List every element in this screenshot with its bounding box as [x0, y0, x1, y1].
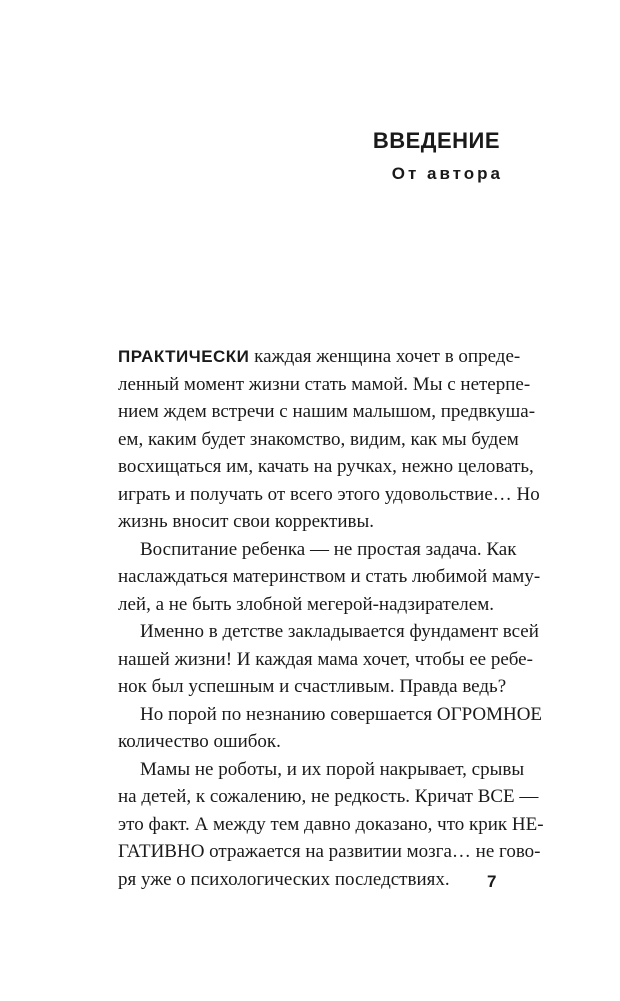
- text-line: на детей, к сожалению, не редкость. Кричат ВСЕ —: [118, 786, 539, 807]
- text-line: ря уже о психологических последствиях.: [118, 868, 450, 890]
- body-text: [118, 343, 544, 893]
- text-line: это факт. А между тем давно доказано, что крик НЕ-: [118, 813, 544, 835]
- text-line: количество ошибок.: [118, 731, 281, 752]
- text-line: нок был успешным и счастливым. Правда ведь?: [118, 676, 507, 697]
- text-line: Воспитание ребенка — не простая задача. Как: [140, 538, 517, 560]
- text-line: Мамы не роботы, и их порой накрывает, срывы: [140, 758, 525, 780]
- text-line: нием ждем встречи с нашим малышом, предвкуша-: [118, 401, 536, 422]
- text-line: нашей жизни! И каждая мама хочет, чтобы ее ребе-: [118, 648, 533, 670]
- text-line: ленный момент жизни стать мамой. Мы с нетерпе-: [118, 373, 531, 395]
- text-line: наслаждаться материнством и стать любимой маму-: [118, 566, 541, 587]
- text-line: ем, каким будет знакомство, видим, как мы будем: [118, 428, 519, 450]
- text-line: ГАТИВНО отражается на развитии мозга… не гово-: [118, 841, 541, 862]
- text-line: лей, а не быть злобной мегерой-надзирателем.: [118, 593, 494, 615]
- text-line: Но порой по незнанию совершается ОГРОМНОЕ: [140, 703, 543, 725]
- text-line: [118, 343, 521, 371]
- chapter-title: ВВЕДЕНИЕ: [372, 128, 500, 153]
- text-line: восхищаться им, качать на ручках, нежно целовать,: [118, 456, 534, 477]
- text-fragment: каждая женщина хочет в опреде-: [249, 346, 521, 367]
- lead-word: ПРАКТИЧЕСКИ: [118, 347, 250, 366]
- text-line: играть и получать от всего этого удовольствие… Но: [118, 483, 540, 505]
- page-number: 7: [487, 872, 497, 891]
- chapter-subtitle: От автора: [391, 164, 503, 183]
- text-line: Именно в детстве закладывается фундамент всей: [140, 621, 539, 642]
- text-line: жизнь вносит свои коррективы.: [118, 511, 374, 532]
